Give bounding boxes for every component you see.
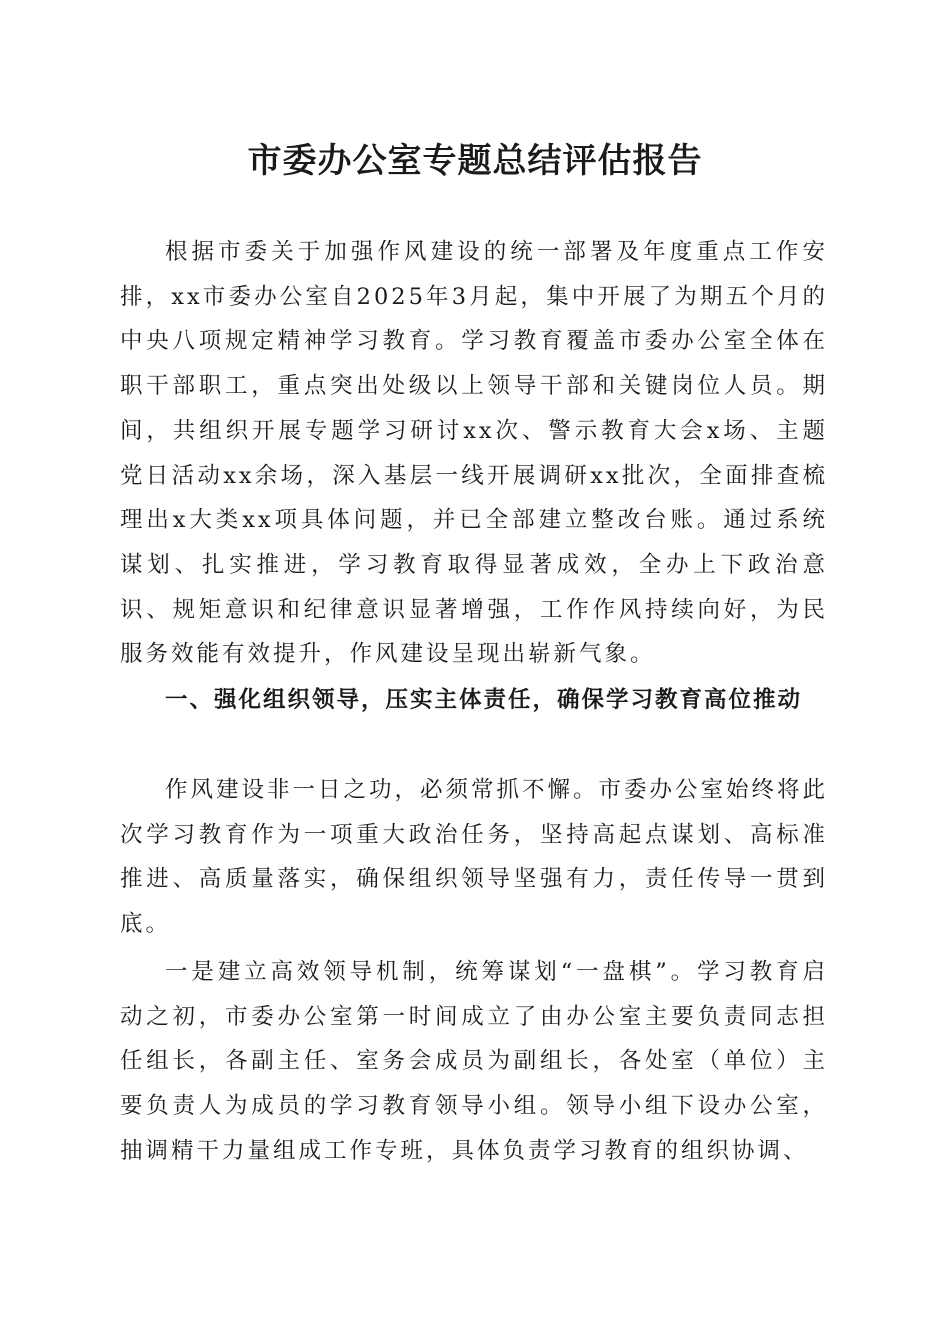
section-1-paragraph: 作风建设非一日之功，必须常抓不懈。市委办公室始终将此次学习教育作为一项重大政治任务，坚持高起点谋划、高标准推进、高质量落实，确保组织领导坚强有力，责任传导一贯到底。 xyxy=(120,777,829,938)
intro-paragraph: 根据市委关于加强作风建设的统一部署及年度重点工作安排，xx市委办公室自2025年3月起，集中开展了为期五个月的中央八项规定精神学习教育。学习教育覆盖市委办公室全体在职干部职工，重点突出处级以上领导干部和关键岗位人员。期间，共组织开展专题学习研讨xx次、警示教育大会x场、主题党日活动xx余场，深入基层一线开展调研xx批次，全面排查梳理出x大类xx项具体问题，并已全部建立整改台账。通过系统谋划、扎实推进，学习教育取得显著成效，全办上下政治意识、规矩意识和纪律意识显著增强，工作作风持续向好，为民服务效能有效提升，作风建设呈现出崭新气象。 xyxy=(120,239,828,668)
document-title: 市委办公室专题总结评估报告 xyxy=(247,141,703,181)
section-heading-1: 一、强化组织领导，压实主体责任，确保学习教育高位推动 xyxy=(165,687,803,713)
section-1-item-1-paragraph: 一是建立高效领导机制，统筹谋划“一盘棋”。学习教育启动之初，市委办公室第一时间成立了由办公室主要负责同志担任组长，各副主任、室务会成员为副组长，各处室（单位）主要负责人为成员的学习教育领导小组。领导小组下设办公室，抽调精干力量组成工作专班，具体负责学习教育的组织协调、 xyxy=(120,959,828,1164)
